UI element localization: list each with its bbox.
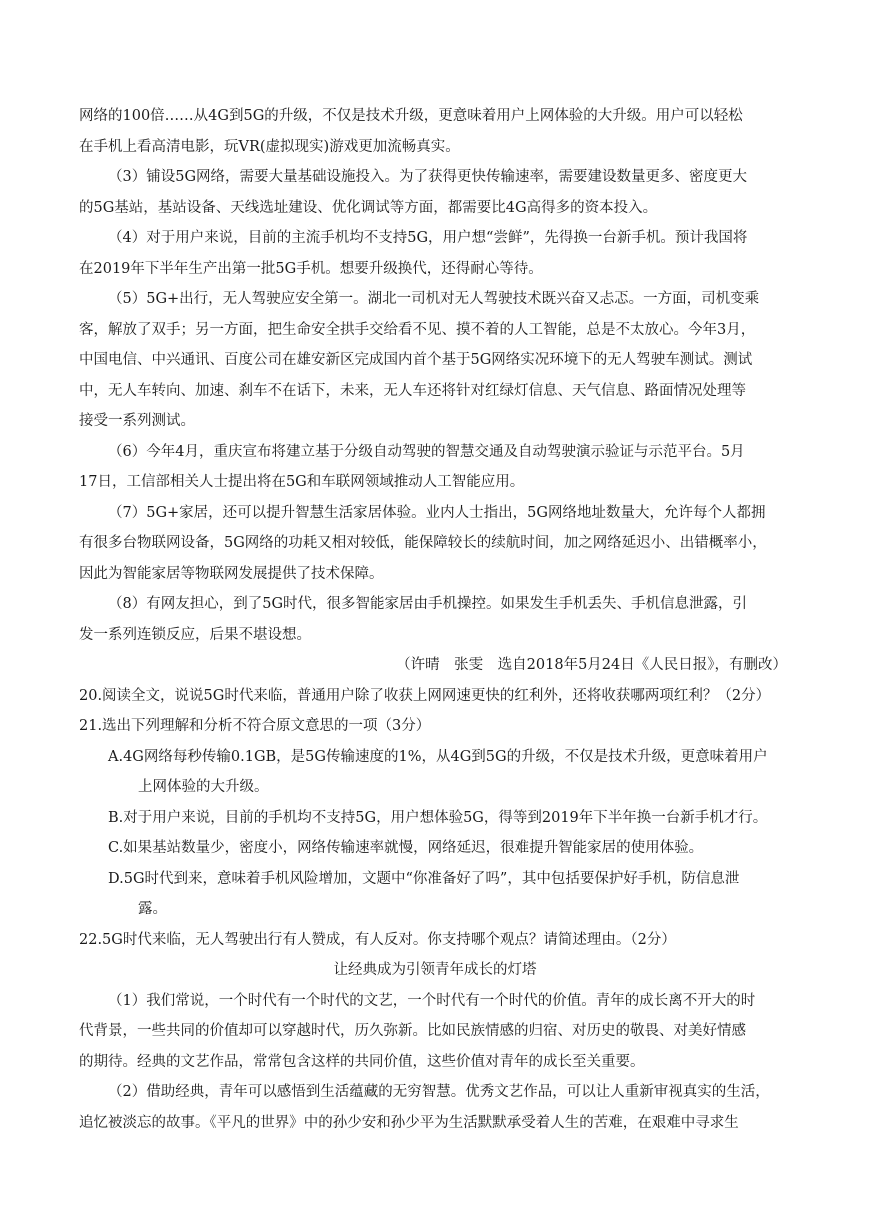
option-line: 露。 [138,901,167,917]
article-source: （许晴 张雯 选自2018年5月24日《人民日报》，有删改） [396,657,787,673]
text-line: 的5G基站，基站设备、天线选址建设、优化调试等方面，都需要比4G高得多的资本投入。 [79,199,658,216]
text-line: （5）5G+出行，无人驾驶应安全第一。湖北一司机对无人驾驶技术既兴奋又忐忑。一方面，司机变乘 [108,291,760,307]
question-22: 22.5G时代来临，无人驾驶出行有人赞成，有人反对。你支持哪个观点？请简述理由。（2分） [79,931,676,948]
text-line: （2）借助经典，青年可以感悟到生活蕴藏的无穷智慧。优秀文艺作品，可以让人重新审视真实的生活， [108,1084,770,1100]
paragraph-7 [79,498,791,590]
paragraph-8 [79,589,791,650]
text-line: 客，解放了双手；另一方面，把生命安全拱手交给看不见、摸不着的人工智能，总是不太放心。今年3月， [79,321,756,338]
option-line: B.对于用户来说，目前的手机均不支持5G，用户想体验5G，得等到2019年下半年换一台新手机才行。 [108,809,768,826]
paragraph-5 [79,284,791,437]
question-21-option-c [79,833,791,864]
text-line: 的期待。经典的文艺作品，常常包含这样的共同价值，这些价值对青年的成长至关重要。 [79,1053,645,1070]
option-line: D.5G时代到来，意味着手机风险增加，文题中“你准备好了吗”，其中包括要保护好手机，防信息泄 [108,870,740,887]
question-21-option-d [79,864,791,925]
text-line: 接受一系列测试。 [79,413,195,429]
paragraph-6 [79,437,791,498]
text-line: 中国电信、中兴通讯、百度公司在雄安新区完成国内首个基于5G网络实况环境下的无人驾驶车测试。测试 [79,352,753,368]
text-line: 17日，工信部相关人士提出将在5G和车联网领域推动人工智能应用。 [79,474,525,490]
document-page [79,101,791,1138]
text-line: 在手机上看高清电影，玩VR(虚拟现实)游戏更加流畅真实。 [79,138,460,155]
text-line: （1）我们常说，一个时代有一个时代的文艺，一个时代有一个时代的价值。青年的成长离不开大的时 [108,992,756,1009]
question-20: 20.阅读全文，说说5G时代来临，普通用户除了收获上网网速更快的红利外，还将收获哪两项红利？（2分） [79,687,771,704]
article2-paragraph-2 [79,1077,791,1138]
paragraph-intro [79,101,791,162]
text-line: （3）铺设5G网络，需要大量基础设施投入。为了获得更快传输速率，需要建设数量更多、密度更大 [108,169,748,185]
option-line: A.4G网络每秒传输0.1GB，是5G传输速度的1%，从4G到5G的升级，不仅是技术升级，更意味着用户 [108,748,768,765]
text-line: 追忆被淡忘的故事。《平凡的世界》中的孙少安和孙少平为生活默默承受着人生的苦难，在艰难中寻求生 [79,1114,739,1131]
text-line: 中，无人车转向、加速、刹车不在话下，未来，无人车还将针对红绿灯信息、天气信息、路面情况处理等 [79,382,746,399]
article2-paragraph-1 [79,986,791,1078]
text-line: 在2019年下半年生产出第一批5G手机。想要升级换代，还得耐心等待。 [79,260,543,277]
text-line: （4）对于用户来说，目前的主流手机均不支持5G，用户想“尝鲜”，先得换一台新手机。预计我国将 [108,230,748,246]
article-title: 让经典成为引领青年成长的灯塔 [333,962,537,978]
paragraph-3 [79,162,791,223]
question-21-option-a [79,742,791,803]
question-21: 21.选出下列理解和分析不符合原文意思的一项（3分） [79,718,431,734]
option-line: C.如果基站数量少，密度小，网络传输速率就慢，网络延迟，很难提升智能家居的使用体验。 [108,840,704,856]
text-line: （6）今年4月，重庆宣布将建立基于分级自动驾驶的智慧交通及自动驾驶演示验证与示范平台。5月 [108,443,745,460]
text-line: 网络的100倍……从4G到5G的升级，不仅是技术升级，更意味着用户上网体验的大升级。用户可以轻松 [79,108,743,124]
question-21-option-b [79,803,791,834]
text-line: 代背景，一些共同的价值却可以穿越时代，历久弥新。比如民族情感的归宿、对历史的敬畏、对美好情感 [79,1023,746,1039]
text-line: 因此为智能家居等物联网发展提供了技术保障。 [79,565,384,582]
text-line: （7）5G+家居，还可以提升智慧生活家居体验。业内人士指出，5G网络地址数量大，允许每个人都拥 [108,504,766,521]
text-line: （8）有网友担心，到了5G时代，很多智能家居由手机操控。如果发生手机丢失、手机信息泄露，引 [108,596,748,612]
option-line: 上网体验的大升级。 [138,779,269,795]
paragraph-4 [79,223,791,284]
text-line: 有很多台物联网设备，5G网络的功耗又相对较低，能保障较长的续航时间，加之网络延迟小、出错概率小， [79,535,767,551]
text-line: 发一系列连锁反应，后果不堪设想。 [79,626,311,643]
